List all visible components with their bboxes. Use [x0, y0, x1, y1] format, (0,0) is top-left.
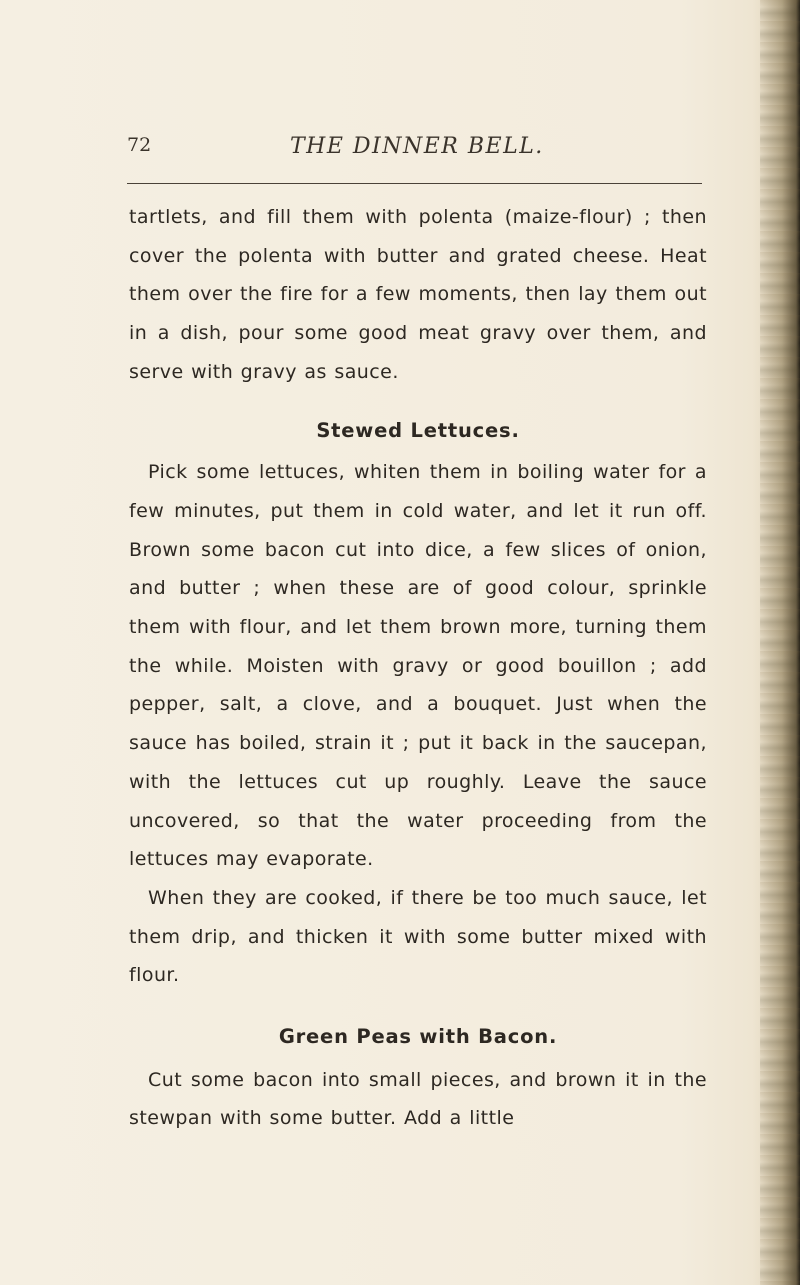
- paragraph-stewed-lettuces: Pick some lettuces, whiten them in boiling water for a few minutes, put them in cold water, and let it run off. Brown some bacon cut into dice, a few slices of onion, and butter ; when these are of good colour, sprinkle them with flour, and let them brown more, turning them the while. Moisten with gravy or good bouillon ; add pepper, salt, a clove, and a bouquet. Just when the sauce has boiled, strain it ; put it back in the saucepan, with the lettuces cut up roughly. Leave the sauce uncovered, so that the water proceeding from the lettuces may evaporate.: [129, 461, 707, 871]
- paragraph-green-peas: Cut some bacon into small pieces, and brown it in the stewpan with some butter. Add a little: [129, 1068, 707, 1130]
- recipe-heading-green-peas: Green Peas with Bacon.: [278, 1025, 558, 1049]
- page-number: 72: [127, 134, 152, 156]
- running-head: [127, 134, 707, 170]
- recipe-heading-stewed-lettuces: Stewed Lettuces.: [316, 418, 520, 442]
- running-title: THE DINNER BELL.: [290, 134, 544, 159]
- paragraph-stewed-lettuces-finish: When they are cooked, if there be too much sauce, let them drip, and thicken it with some butter mixed with flour.: [129, 886, 707, 987]
- page-body: [129, 198, 707, 1138]
- paragraph-tartlets-continued: tartlets, and fill them with polenta (maize-flour) ; then cover the polenta with butter and grated cheese. Heat them over the fire for a few moments, then lay them out in a dish, pour some good meat gravy over them, and serve with gravy as sauce.: [129, 206, 707, 383]
- page-edge-shadow: [760, 0, 800, 1285]
- header-rule: [127, 183, 702, 184]
